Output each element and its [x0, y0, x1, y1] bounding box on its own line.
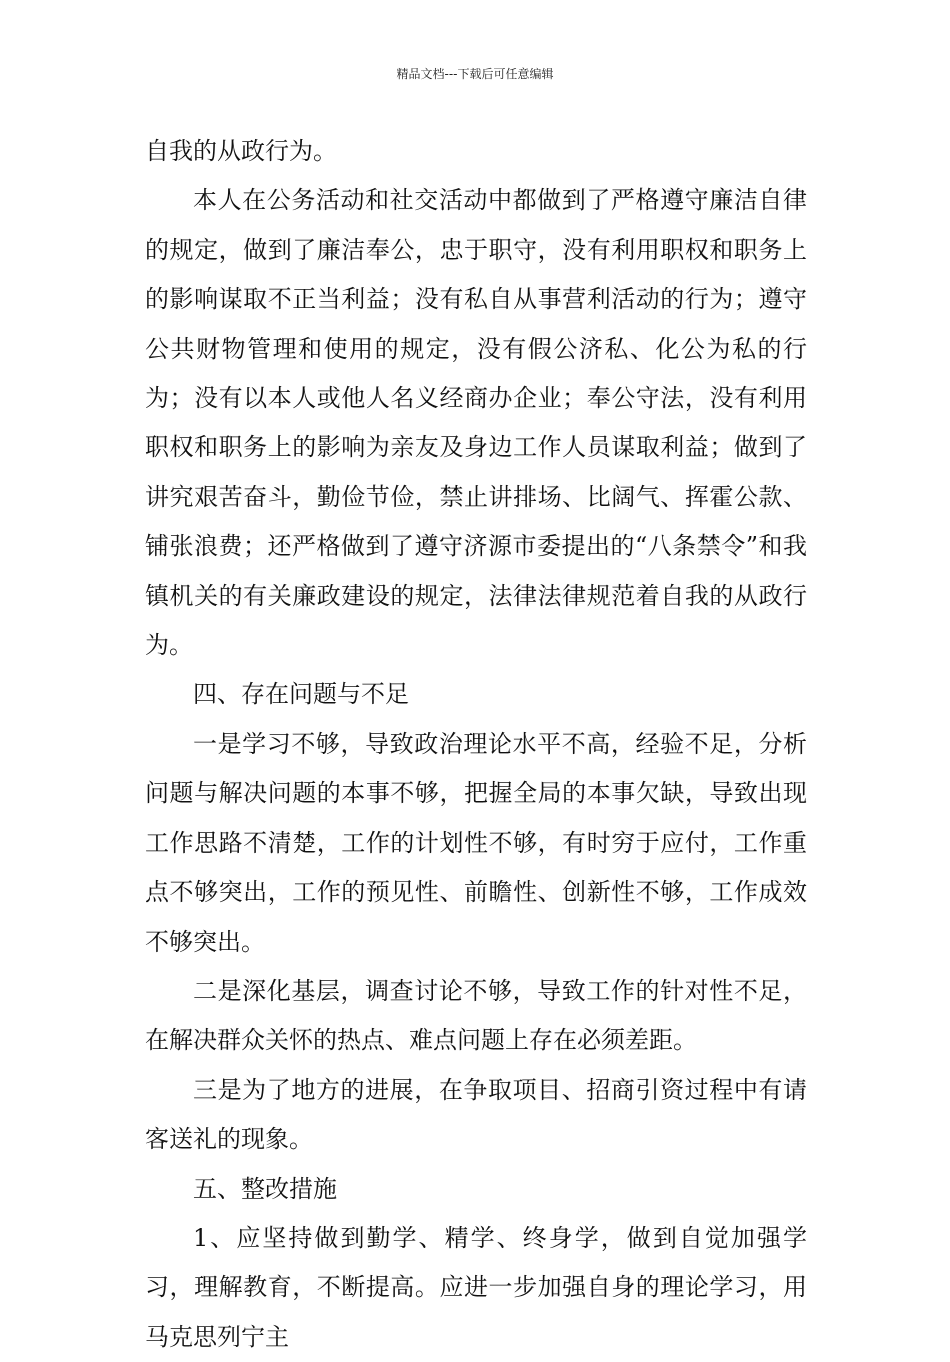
- paragraph-problem-3: 三是为了地方的进展，在争取项目、招商引资过程中有请客送礼的现象。: [145, 1075, 807, 1154]
- paragraph-continuation: 自我的从政行为。: [145, 137, 337, 165]
- document-body: [145, 127, 807, 1362]
- section-heading-problems: 四、存在问题与不足: [193, 680, 409, 709]
- section-heading-measures: 五、整改措施: [193, 1174, 337, 1203]
- paragraph-integrity: 本人在公务活动和社交活动中都做到了严格遵守廉洁自律的规定，做到了廉洁奉公，忠于职守，没有利用职权和职务上的影响谋取不正当利益；没有私自从事营利活动的行为；遵守公共财物管理和使用的规定，没有假公济私、化公为私的行为；没有以本人或他人名义经商办企业；奉公守法，没有利用职权和职务上的影响为亲友及身边工作人员谋取利益；做到了讲究艰苦奋斗，勤俭节俭，禁止讲排场、比阔气、挥霍公款、铺张浪费；还严格做到了遵守济源市委提出的“八条禁令”和我镇机关的有关廉政建设的规定，法律法律规范着自我的从政行为。: [145, 186, 807, 660]
- page-header: 精品文档---下载后可任意编辑: [396, 67, 554, 81]
- paragraph-problem-1: 一是学习不够，导致政治理论水平不高，经验不足，分析问题与解决问题的本事不够，把握全局的本事欠缺，导致出现工作思路不清楚，工作的计划性不够，有时穷于应付，工作重点不够突出，工作的预见性、前瞻性、创新性不够，工作成效不够突出。: [145, 729, 807, 956]
- paragraph-measure-1: 1、应坚持做到勤学、精学、终身学，做到自觉加强学习，理解教育，不断提高。应进一步加强自身的理论学习，用马克思列宁主: [145, 1223, 807, 1351]
- paragraph-problem-2: 二是深化基层，调查讨论不够，导致工作的针对性不足，在解决群众关怀的热点、难点问题上存在必须差距。: [145, 976, 807, 1055]
